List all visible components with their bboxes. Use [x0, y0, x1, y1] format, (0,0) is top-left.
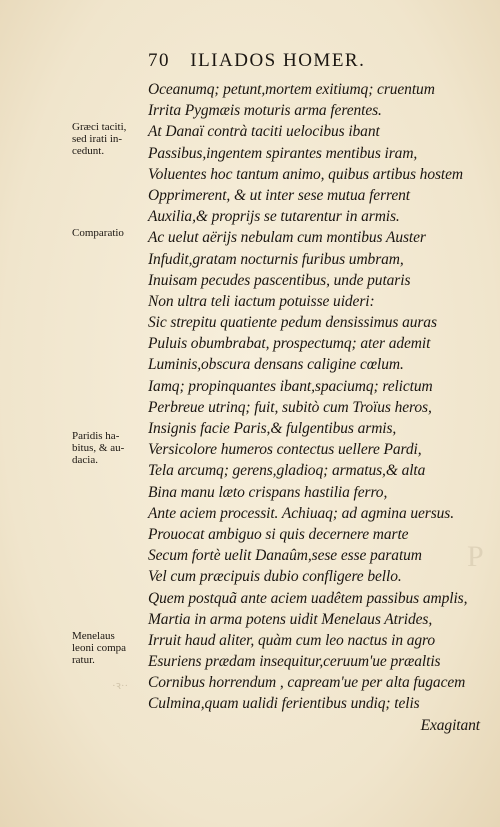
verse-line: Quem postquã ante aciem uadêtem passibus amplis, [148, 589, 468, 607]
verse-line: Iamq; propinquantes ibant,spaciumq; relictum [148, 377, 433, 395]
verse-line: Opprimerent, & ut inter sese mutua ferrent [148, 186, 410, 204]
marginal-note-line: Menelaus [72, 630, 115, 642]
running-title: ILIADOS HOMER. [190, 50, 366, 71]
show-through-mark: ·ꝛ·· [112, 680, 129, 692]
page-number: 70 [148, 50, 170, 71]
marginal-note-line: ratur. [72, 654, 95, 666]
verse-line: Irruit haud aliter, quàm cum leo nactus in agro [148, 631, 436, 649]
verse-line: Versicolore humeros contectus uellere Pardi, [148, 441, 422, 459]
verse-line: Culmina,quam ualidi ferientibus undiq; telis [148, 695, 420, 713]
show-through-mark: P [467, 540, 484, 573]
verse-line: Auxilia,& proprijs se tutarentur in armis. [148, 208, 400, 226]
marginal-note-line: Græci taciti, [72, 121, 127, 133]
verse-line: Puluis obumbrabat, prospectumq; ater ademit [148, 335, 431, 353]
verse-line: Cornibus horrendum , capream'ue per alta fugacem [148, 674, 466, 692]
verse-line: Perbreue utrinq; fuit, subitò cum Troïus heros, [148, 398, 432, 416]
verse-line: Vel cum præcipuis dubio confligere bello. [148, 568, 402, 586]
marginal-note-line: leoni compa [72, 642, 127, 654]
marginal-note-menelaus [72, 630, 150, 666]
marginal-note-line: sed irati in- [72, 133, 123, 145]
verse-line: Luminis,obscura densans caligine cœlum. [148, 356, 404, 374]
verse-line: Infudit,gratam nocturnis furibus umbram, [148, 250, 404, 268]
verse-line: Prouocat ambiguo si quis decernere marte [148, 525, 409, 543]
verse-line: Oceanumq; petunt,mortem exitiumq; cruentum [148, 81, 435, 98]
verse-text [148, 79, 488, 736]
verse-line: Tela arcumq; gerens,gladioq; armatus,& alta [148, 462, 426, 480]
verse-line: Insignis facie Paris,& fulgentibus armis, [148, 420, 397, 437]
verse-line: Sic strepitu quatiente pedum densissimus auras [148, 314, 437, 332]
catchword: Exagitant [420, 716, 480, 734]
marginal-note-comparatio [72, 227, 150, 239]
marginal-note-line: cedunt. [72, 145, 105, 157]
verse-line: Ante aciem processit. Achiuaq; ad agmina uersus. [148, 504, 455, 522]
verse-line: Ac uelut aërijs nebulam cum montibus Auster [148, 229, 426, 247]
verse-line: Esuriens prædam insequitur,ceruum'ue præaltis [148, 653, 441, 671]
verse-line: Passibus,ingentem spirantes mentibus iram, [148, 144, 418, 162]
running-head [148, 50, 365, 72]
marginal-note-paridis [72, 430, 150, 466]
verse-line: Martia in arma potens uidit Menelaus Atrides, [148, 610, 433, 628]
verse-line: Irrita Pygmæis moturis arma ferentes. [148, 102, 382, 120]
verse-line: At Danaï contrà taciti uelocibus ibant [148, 123, 380, 141]
verse-line: Secum fortè uelit Danaûm,sese esse paratum [148, 547, 422, 565]
marginal-note-line: Comparatio [72, 227, 124, 239]
marginal-note-graeci [72, 121, 150, 157]
verse-line: Non ultra teli iactum potuisse uideri: [148, 292, 375, 310]
verse-line: Voluentes hoc tantum animo, quibus artibus hostem [148, 165, 463, 183]
verse-line: Bina manu læto crispans hastilia ferro, [148, 483, 388, 501]
verse-line: Inuisam pecudes pascentibus, unde putaris [148, 271, 411, 289]
marginal-note-line: Paridis ha- [72, 430, 120, 442]
marginal-note-line: bitus, & au- [72, 442, 125, 454]
marginal-note-line: dacia. [72, 454, 98, 466]
